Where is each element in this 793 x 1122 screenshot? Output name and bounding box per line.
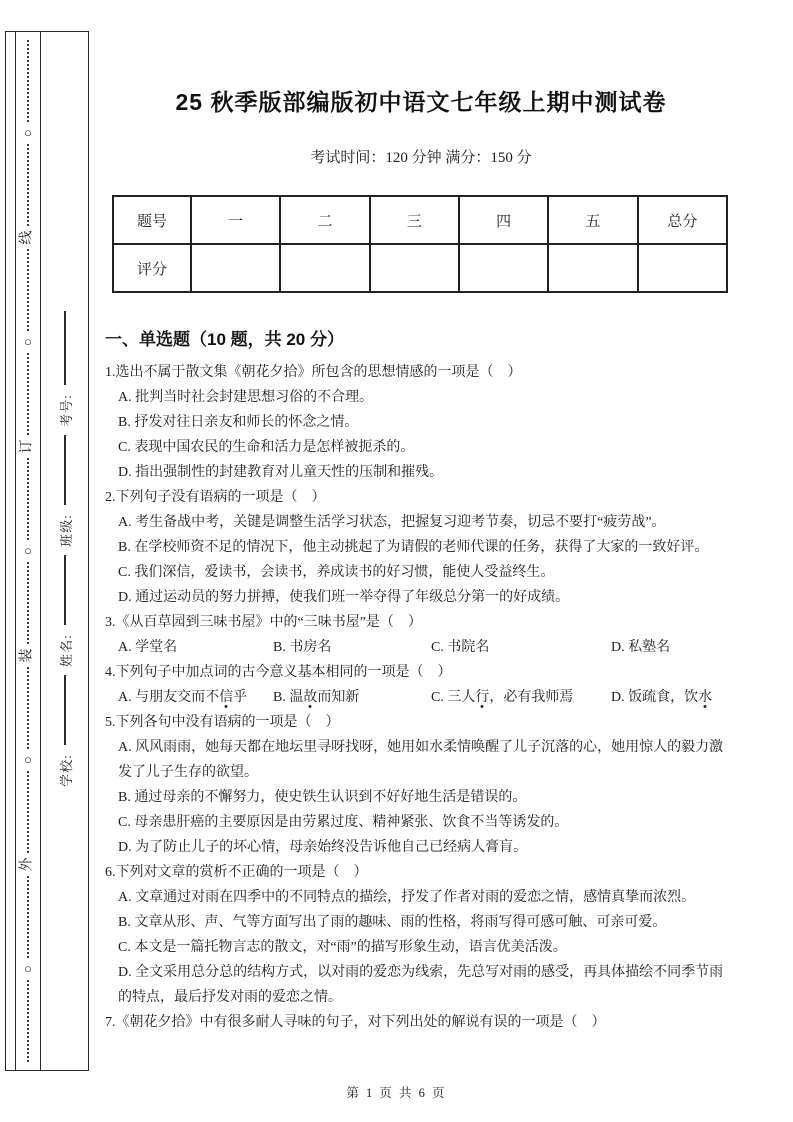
student-field-line bbox=[64, 311, 66, 385]
question-option: D. 饭疏食，饮水 bbox=[611, 690, 713, 705]
student-field-label: 班级: bbox=[58, 513, 74, 547]
score-cell-empty bbox=[280, 244, 369, 292]
binding-dotted-segment bbox=[27, 249, 29, 331]
question-stem: 1.选出不属于散文集《朝花夕拾》所包含的思想情感的一项是（ ） bbox=[105, 365, 522, 380]
score-table-col-header: 一 bbox=[191, 196, 280, 244]
question-option: B. 书房名 bbox=[273, 640, 332, 655]
score-cell-empty bbox=[191, 244, 280, 292]
student-field-line bbox=[64, 435, 66, 505]
score-row-label: 评分 bbox=[113, 244, 191, 292]
question-options bbox=[105, 685, 737, 710]
binding-char: 外 bbox=[19, 857, 35, 872]
question-options bbox=[105, 885, 737, 1010]
binding-circle: ○ bbox=[24, 543, 32, 558]
section-title: 一、单选题（10 题，共 20 分） bbox=[105, 330, 344, 349]
question-stem: 7.《朝花夕拾》中有很多耐人寻味的句子，对下列出处的解说有误的一项是（ ） bbox=[105, 1015, 606, 1030]
question-option: D. 全文采用总分总的结构方式，以对雨的爱恋为线索，先总写对雨的感受，再具体描绘不同季节雨的特点，最后抒发对雨的爱恋之情。 bbox=[118, 965, 724, 1005]
question bbox=[105, 610, 737, 660]
page-content bbox=[105, 86, 737, 1035]
question-option: A. 与朋友交而不信乎 bbox=[118, 690, 248, 705]
binding-dotted-segment bbox=[27, 40, 29, 122]
question-option: B. 抒发对往日亲友和师长的怀念之情。 bbox=[118, 415, 359, 430]
question-option: D. 指出强制性的封建教育对儿童天性的压制和摧残。 bbox=[118, 465, 444, 480]
question-option: C. 表现中国农民的生命和活力是怎样被扼杀的。 bbox=[118, 440, 415, 455]
question bbox=[105, 360, 737, 485]
student-field-label-box bbox=[49, 385, 82, 435]
score-table-score-row bbox=[113, 244, 727, 292]
exam-title: 25 秋季版部编版初中语文七年级上期中测试卷 bbox=[175, 89, 667, 115]
score-cell-empty bbox=[638, 244, 727, 292]
question-stem: 4.下列句子中加点词的古今意义基本相同的一项是（ ） bbox=[105, 665, 452, 680]
binding-dotted-segment bbox=[27, 667, 29, 749]
question-options bbox=[105, 510, 737, 610]
emphasis-dot-char: 水 bbox=[698, 690, 713, 705]
binding-circle: ○ bbox=[24, 125, 32, 140]
score-table-header-row bbox=[113, 196, 727, 244]
question-option: C. 书院名 bbox=[431, 640, 490, 655]
question-stem: 3.《从百草园到三味书屋》中的“三味书屋”是（ ） bbox=[105, 615, 422, 630]
question-option: C. 三人行，必有我师焉 bbox=[431, 690, 574, 705]
binding-line-strip bbox=[15, 32, 41, 1070]
binding-dotted-segment bbox=[27, 771, 29, 853]
student-field-label-box bbox=[49, 745, 82, 795]
score-table-corner-cell: 题号 bbox=[113, 196, 191, 244]
student-field-label-box bbox=[49, 505, 82, 555]
question-option: C. 我们深信，爱读书，会读书，养成读书的好习惯，能使人受益终生。 bbox=[118, 565, 555, 580]
question bbox=[105, 485, 737, 610]
student-field-label: 考号: bbox=[58, 393, 74, 427]
binding-char: 线 bbox=[19, 230, 35, 245]
student-field-line bbox=[64, 555, 66, 625]
question-option: D. 通过运动员的努力拼搏，使我们班一举夺得了年级总分第一的好成绩。 bbox=[118, 590, 570, 605]
question-option: A. 考生备战中考，关键是调整生活学习状态，把握复习迎考节奏，切忌不要打“疲劳战”。 bbox=[118, 515, 666, 530]
emphasis-dot-char: 信 bbox=[219, 690, 234, 705]
question-option: D. 私塾名 bbox=[611, 640, 671, 655]
binding-dotted-segment bbox=[27, 562, 29, 644]
student-field-label: 学校: bbox=[58, 753, 74, 787]
student-field-label-box bbox=[49, 625, 82, 675]
question-stem: 6.下列对文章的赏析不正确的一项是（ ） bbox=[105, 865, 368, 880]
binding-dotted-segment bbox=[27, 144, 29, 226]
question-option: D. 为了防止儿子的坏心情，母亲始终没告诉他自己已经病人膏肓。 bbox=[118, 840, 528, 855]
question-options bbox=[105, 385, 737, 485]
question bbox=[105, 860, 737, 1010]
page-number: 第 1 页 共 6 页 bbox=[346, 1086, 447, 1100]
binding-circle: ○ bbox=[24, 334, 32, 349]
binding-char: 订 bbox=[19, 439, 35, 454]
question-stem: 5.下列各句中没有语病的一项是（ ） bbox=[105, 715, 340, 730]
binding-margin bbox=[5, 31, 89, 1071]
question-option: A. 批判当时社会封建思想习俗的不合理。 bbox=[118, 390, 374, 405]
student-field-label: 姓名: bbox=[58, 633, 74, 667]
emphasis-dot-char: 故 bbox=[303, 690, 318, 705]
score-cell-empty bbox=[459, 244, 548, 292]
question-option: A. 学堂名 bbox=[118, 640, 178, 655]
question bbox=[105, 660, 737, 710]
binding-circle: ○ bbox=[24, 961, 32, 976]
question-option: C. 本文是一篇托物言志的散文，对“雨”的描写形象生动，语言优美活泼。 bbox=[118, 940, 567, 955]
question-option: B. 通过母亲的不懈努力，使史铁生认识到不好好地生活是错误的。 bbox=[118, 790, 527, 805]
student-info-strip bbox=[42, 311, 88, 795]
question-option: C. 母亲患肝癌的主要原因是由劳累过度、精神紧张、饮食不当等诱发的。 bbox=[118, 815, 569, 830]
score-cell-empty bbox=[548, 244, 637, 292]
score-cell-empty bbox=[370, 244, 459, 292]
score-table-col-header: 总分 bbox=[638, 196, 727, 244]
binding-dotted-segment bbox=[27, 876, 29, 958]
binding-dotted-segment bbox=[27, 353, 29, 435]
question bbox=[105, 710, 737, 860]
binding-dotted-segment bbox=[27, 980, 29, 1062]
question-option: B. 在学校师资不足的情况下，他主动挑起了为请假的老师代课的任务，获得了大家的一致好评。 bbox=[118, 540, 709, 555]
question-options bbox=[105, 635, 737, 660]
score-table-col-header: 二 bbox=[280, 196, 369, 244]
emphasis-dot-char: 行 bbox=[475, 690, 490, 705]
score-table-col-header: 三 bbox=[370, 196, 459, 244]
question-list bbox=[105, 360, 737, 1035]
question-option: A. 风风雨雨，她每天都在地坛里寻呀找呀，她用如水柔情唤醒了儿子沉落的心，她用惊人的毅力激发了儿子生存的欲望。 bbox=[118, 740, 724, 780]
binding-dotted-segment bbox=[27, 458, 29, 540]
question bbox=[105, 1010, 737, 1035]
score-table-col-header: 五 bbox=[548, 196, 637, 244]
question-stem: 2.下列句子没有语病的一项是（ ） bbox=[105, 490, 326, 505]
question-option: B. 温故而知新 bbox=[273, 690, 360, 705]
question-options bbox=[105, 735, 737, 860]
score-table-col-header: 四 bbox=[459, 196, 548, 244]
exam-info-line: 考试时间：120 分钟 满分：150 分 bbox=[310, 150, 532, 166]
score-table bbox=[112, 195, 728, 293]
question-option: B. 文章从形、声、气等方面写出了雨的趣味、雨的性格，将雨写得可感可触、可亲可爱。 bbox=[118, 915, 667, 930]
binding-circle: ○ bbox=[24, 752, 32, 767]
binding-char: 装 bbox=[19, 648, 35, 663]
student-field-line bbox=[64, 675, 66, 745]
question-option: A. 文章通过对雨在四季中的不同特点的描绘，抒发了作者对雨的爱恋之情，感情真挚而浓烈。 bbox=[118, 890, 696, 905]
